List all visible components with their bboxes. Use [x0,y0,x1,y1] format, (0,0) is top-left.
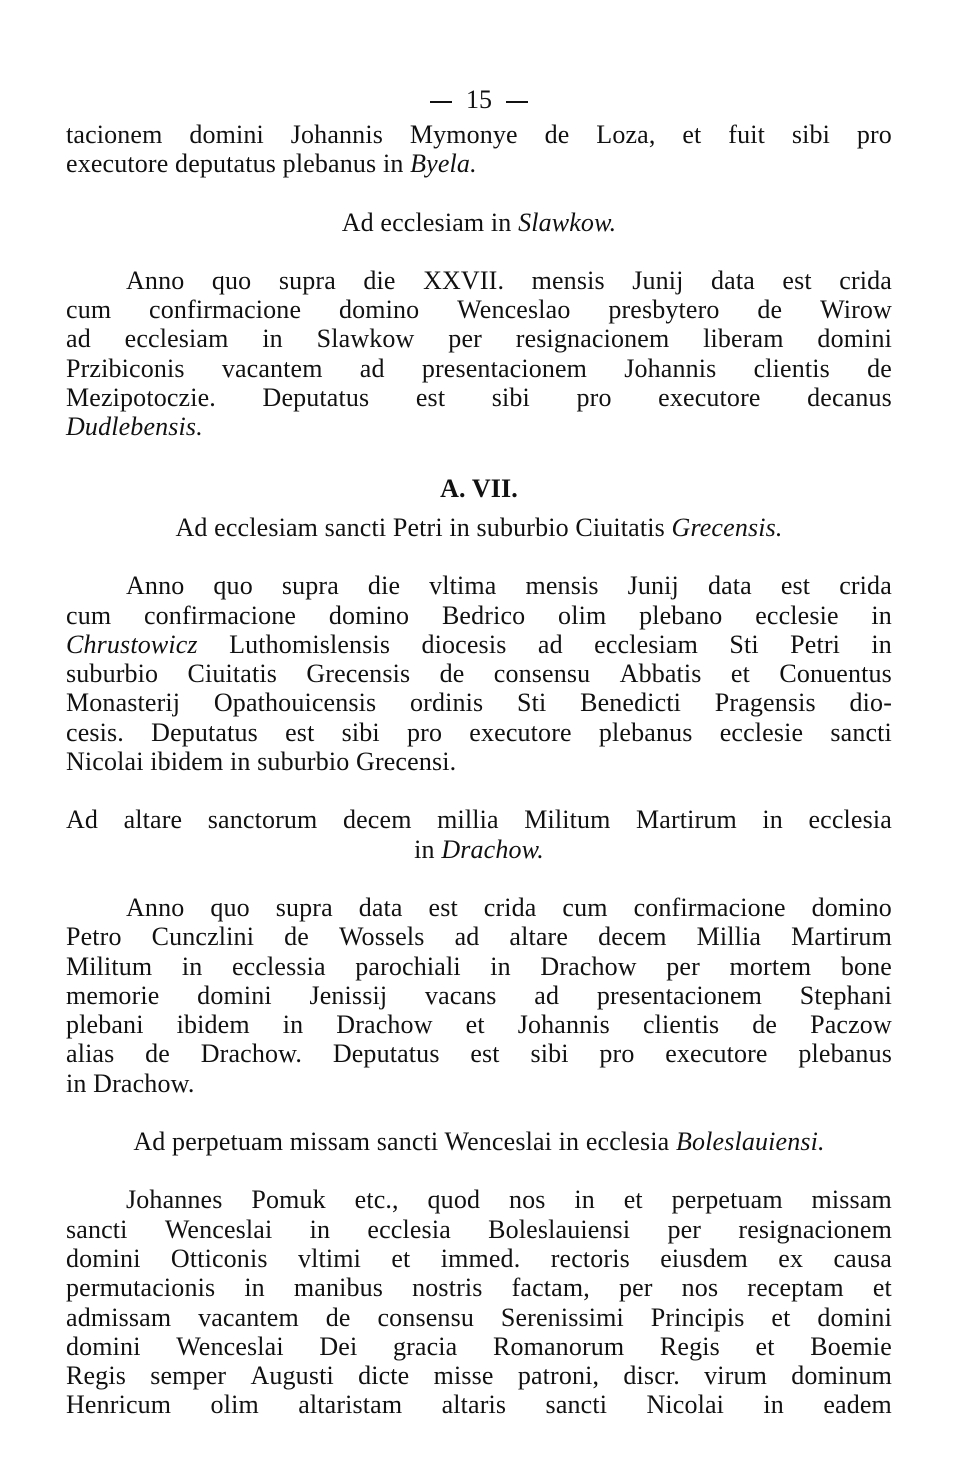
word: Monasterij [66,688,181,718]
word: plebani [66,1010,144,1040]
word: et [465,1010,485,1040]
word: permutacionis [66,1273,216,1303]
header-dash-left [430,101,452,103]
word: ecclesiam [124,324,229,354]
word: est [428,892,458,922]
word: Mymonye [409,120,518,149]
word: Drachow. [200,1039,303,1069]
word: pro [856,120,892,149]
italic-name: Slawkow. [518,207,617,237]
text-line [66,630,892,659]
word: executore [469,717,572,747]
word: memorie [66,980,160,1010]
word: semper [150,1361,227,1391]
word: diocesis [421,629,507,659]
word: de [752,1010,778,1040]
word: domino [328,600,410,630]
word: Junij [627,571,679,601]
word: Augusti [250,1361,334,1391]
word: ecclessia [231,951,326,981]
word: quod [427,1185,481,1215]
heading-boleslauiensi: Ad perpetuam missam sancti Wenceslai in ecclesia Boleslauiensi. [133,1127,825,1157]
word: factam, [511,1273,590,1303]
paragraph-1 [66,120,892,179]
word: data [707,571,752,601]
text-line [66,922,892,951]
page-header [66,82,892,118]
heading-grecensis: Ad ecclesiam sancti Petri in suburbio Ciuitatis Grecensis. [175,512,783,542]
heading-line [66,805,892,834]
word: quo [211,265,252,295]
word: domini [66,1243,141,1273]
word: in [244,1273,265,1303]
word: Bedrico [441,600,526,630]
word: de [757,295,783,325]
text-line [66,601,892,630]
word: confirmacione [633,892,786,922]
word: nos [508,1185,546,1215]
word: et [771,1302,791,1332]
word: ex [778,1243,804,1273]
word: in [262,324,283,354]
word: est [470,1039,500,1069]
word: Drachow [336,1010,433,1040]
word: Serenissimi [500,1302,624,1332]
word: mensis [531,265,605,295]
word: in [871,600,892,630]
text-line [66,1273,892,1302]
text-line [66,1303,892,1332]
word: de [867,353,892,383]
word: Johannis [624,353,717,383]
word: Henricum [66,1390,172,1420]
text-line [66,295,892,324]
word: de [544,120,570,149]
word: rectoris [550,1243,630,1273]
word: nos [681,1273,719,1303]
text-line [66,1215,892,1244]
text-line [66,1361,892,1390]
word: Johannis [290,120,383,149]
word: cum [562,892,608,922]
word: presbytero [608,295,720,325]
word: virum [704,1361,768,1391]
section-mark: A. VII. [440,473,518,503]
word: est [285,717,315,747]
word: discr. [623,1361,680,1391]
word: domino [811,892,892,922]
text-line [66,571,892,600]
word: ad [454,922,480,952]
word: Johannes [126,1185,223,1215]
word: Deputatus [262,383,370,413]
word: sanctorum [207,805,318,835]
word: patroni, [517,1361,600,1391]
word: et [755,1331,775,1361]
word: Luthomislensis [229,629,391,659]
word: supra [281,571,339,601]
word: Principis [650,1302,745,1332]
word: Chrustowicz [66,629,198,659]
word: decem [342,805,412,835]
text-line [66,1039,892,1068]
word: sibi [491,383,530,413]
word: Opathouicensis [213,688,377,718]
text-line: Nicolai ibidem in suburbio Grecensi. [66,747,457,777]
word: ad [537,629,563,659]
text-line [66,718,892,747]
text-line [66,1244,892,1273]
text-line [66,1332,892,1361]
word: parochiali [355,951,461,981]
word: domini [817,1302,892,1332]
word: pro [576,383,612,413]
word: domini [66,1331,141,1361]
word: dio- [849,688,892,718]
word: ad [359,353,385,383]
paragraph-4 [66,893,892,1098]
word: in [871,629,892,659]
word: sancti [545,1390,608,1420]
word: Dei [319,1331,358,1361]
word: per [618,1273,653,1303]
word: crida [839,571,892,601]
text-line [66,1010,892,1039]
word: manibus [293,1273,384,1303]
word: et [730,659,750,689]
word: est [780,571,811,601]
word: Petri [790,629,840,659]
word: vacans [424,980,497,1010]
word: Wenceslao [457,295,571,325]
text-line [66,952,892,981]
word: altare [123,805,183,835]
text-line [66,324,892,353]
word: per [667,1214,702,1244]
word: decanus [807,383,892,413]
word: alias [66,1039,115,1069]
heading-line: in Drachow. [414,834,544,864]
word: ordinis [410,688,484,718]
word: suburbio [66,659,159,689]
word: confirmacione [149,295,302,325]
word: presentacionem [421,353,588,383]
word: Nicolai [646,1390,725,1420]
word: consensu [377,1302,474,1332]
paragraph-2 [66,266,892,442]
word: et [623,1185,643,1215]
word: in [282,1010,304,1040]
italic-name: Drachow. [441,834,544,864]
word: in [490,951,511,981]
word: Anno [126,892,185,922]
word: plebano [639,600,723,630]
word: et [682,120,702,149]
word: cesis. [66,717,124,747]
word: receptam [747,1273,844,1303]
text-line [66,412,892,441]
word: eiusdem [660,1243,748,1273]
word: Anno [126,571,185,601]
text-line: executore deputatus plebanus in Byela. [66,149,477,179]
word: Pragensis [714,688,816,718]
word: sancti [830,717,892,747]
word: Anno [126,265,185,295]
word: quo [213,571,253,601]
word: Wossels [338,922,425,952]
text-line [66,1185,892,1214]
word: per [666,951,700,981]
text-line [66,893,892,922]
word: altaristam [298,1390,403,1420]
word: Romanorum [492,1331,625,1361]
word: dominum [791,1361,892,1391]
page-number: 15 [466,85,492,114]
word: causa [833,1243,892,1273]
text-line [66,688,892,717]
word: Martirum [636,805,737,835]
word: Paczow [810,1010,892,1040]
word: quo [210,892,250,922]
word: die [367,571,401,601]
heading-slawkow: Ad ecclesiam in Slawkow. [341,207,617,237]
word: admissam [66,1302,172,1332]
word: Benedicti [580,688,682,718]
word: ecclesia [808,805,892,835]
word: data [711,265,755,295]
word: in [574,1185,595,1215]
word: Mezipotoczie. [66,383,216,413]
word: Militum [524,805,611,835]
word: in [309,1214,331,1244]
word: bone [840,951,892,981]
word: domino [338,295,420,325]
word: Wenceslai [176,1331,284,1361]
word: Drachow [540,951,637,981]
word: liberam [703,324,784,354]
word: Deputatus [151,717,258,747]
word: de [325,1302,351,1332]
word: domini [817,324,892,354]
italic-name: Dudlebensis. [66,412,203,442]
word: altare [509,922,569,952]
word: olim [210,1390,259,1420]
word: est [782,265,812,295]
word: crida [839,265,892,295]
word: resignacionem [515,324,670,354]
word: die [363,265,396,295]
text-line [66,383,892,412]
word: presentacionem [596,980,763,1010]
italic-name: Byela. [410,149,477,179]
word: ecclesia [367,1214,451,1244]
word: Wenceslai [164,1214,273,1244]
word: Stephani [799,980,892,1010]
word: Johannis [517,1010,610,1040]
word: millia [437,805,499,835]
italic-name: Grecensis. [671,512,783,542]
word: ibidem [176,1010,250,1040]
text-line [66,266,892,295]
word: Sti [729,629,759,659]
word: et [391,1243,411,1273]
paragraph-5 [66,1185,892,1419]
word: Pomuk [251,1185,326,1215]
word: decem [598,922,667,952]
heading-drachow [66,805,892,864]
word: de [145,1039,170,1069]
word: cum [66,295,112,325]
text-line [66,981,892,1010]
word: de [439,659,465,689]
word: in [181,951,203,981]
word: plebanus [798,1039,892,1069]
word: Conuentus [779,659,892,689]
word: mortem [729,951,812,981]
word: Otticonis [170,1243,268,1273]
word: Junij [632,265,684,295]
word: per [448,324,482,354]
text-line: in Drachow. [66,1068,195,1098]
word: vacantem [198,1302,299,1332]
word: Cunczlini [151,922,255,952]
word: eadem [823,1390,892,1420]
word: Wirow [820,295,892,325]
word: Deputatus [332,1039,440,1069]
word: fuit [728,120,765,149]
word: ad [66,324,91,354]
header-dash-right [506,101,528,103]
text-line [66,1390,892,1419]
word: vacantem [221,353,323,383]
word: Boleslauiensi [488,1214,631,1244]
word: Petro [66,922,122,952]
paragraph-3 [66,571,892,776]
word: Regis [659,1331,720,1361]
word: Jenissij [309,980,388,1010]
word: Ciuitatis [187,659,278,689]
word: Millia [696,922,762,952]
word: clientis [753,353,830,383]
word: in [763,1390,784,1420]
word: pro [599,1039,635,1069]
word: crida [483,892,537,922]
word: Abbatis [619,659,702,689]
word: de [284,922,309,952]
word: executore [665,1039,768,1069]
word: XXVII. [423,265,505,295]
word: data [358,892,403,922]
word: ecclesiam [594,629,698,659]
word: Sti [517,688,547,718]
word: executore [658,383,761,413]
word: domini [197,980,272,1010]
word: sibi [530,1039,569,1069]
word: olim [558,600,607,630]
word: ecclesie [719,717,804,747]
word: domini [189,120,264,149]
word: dicte [358,1361,410,1391]
word: resignacionem [738,1214,892,1244]
word: Boemie [810,1331,892,1361]
word: perpetuam [671,1185,783,1215]
word: Slawkow [316,324,415,354]
word: tacionem [66,120,163,149]
word: confirmacione [143,600,297,630]
word: supra [275,892,333,922]
word: gracia [392,1331,458,1361]
word: est [415,383,446,413]
word: altaris [441,1390,507,1420]
word: misse [433,1361,494,1391]
text-line [66,659,892,688]
word: vltimi [297,1243,361,1273]
word: missam [811,1185,892,1215]
word: Grecensis [306,659,411,689]
word: ad [534,980,560,1010]
italic-name: Boleslauiensi. [675,1127,825,1157]
word: sibi [341,717,380,747]
word: sibi [791,120,830,149]
word: consensu [493,659,591,689]
word: plebanus [598,717,693,747]
word: Regis [66,1361,126,1391]
word: mensis [525,571,599,601]
word: Loza, [596,120,656,149]
word: cum [66,600,112,630]
word: Martirum [791,922,892,952]
word: clientis [642,1010,720,1040]
word: Militum [66,951,153,981]
word: etc., [354,1185,399,1215]
text-line [66,120,892,149]
word: supra [278,265,336,295]
word: pro [407,717,443,747]
word: vltima [429,571,497,601]
word: sancti [66,1214,128,1244]
word: et [872,1273,892,1303]
word: Przibiconis [66,353,185,383]
word: in [762,805,783,835]
word: nostris [412,1273,483,1303]
word: Ad [66,805,99,835]
word: ecclesie [755,600,839,630]
word: immed. [440,1243,521,1273]
text-line [66,354,892,383]
